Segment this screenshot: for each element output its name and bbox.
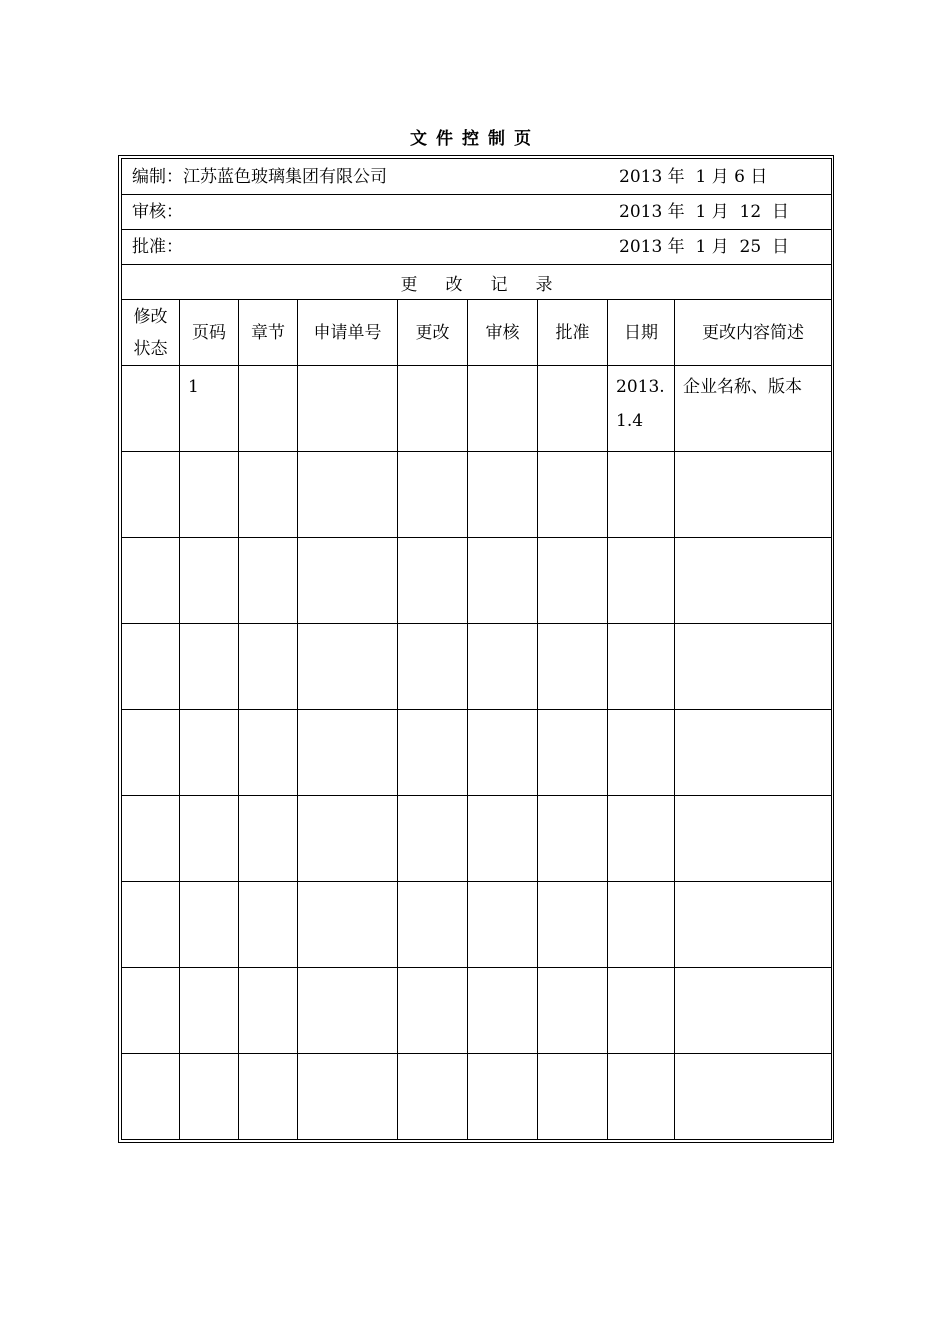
header-description: 更改内容简述 bbox=[675, 300, 832, 366]
reviewed-label: 审核： bbox=[132, 202, 183, 222]
reviewed-date: 2013 年 1 月 12 日 bbox=[619, 202, 789, 222]
cell-change bbox=[398, 366, 468, 452]
compiled-date: 2013 年 1 月 6 日 bbox=[619, 166, 768, 187]
table-row bbox=[122, 796, 832, 882]
table-row bbox=[122, 624, 832, 710]
table-row bbox=[122, 968, 832, 1054]
cell-review bbox=[468, 366, 538, 452]
table-row bbox=[122, 452, 832, 538]
document-control-form bbox=[118, 155, 834, 1143]
compiled-cell bbox=[122, 159, 832, 195]
cell-page: 1 bbox=[180, 366, 239, 452]
approved-row bbox=[122, 230, 832, 265]
reviewed-row bbox=[122, 195, 832, 230]
page-title: 文件控制页 bbox=[410, 129, 540, 149]
cell-status bbox=[122, 366, 180, 452]
cell-request-no bbox=[298, 366, 398, 452]
table-row bbox=[122, 710, 832, 796]
header-status: 修改状态 bbox=[122, 300, 180, 366]
section-title: 更改记录 bbox=[122, 265, 832, 300]
cell-description: 企业名称、版本 bbox=[675, 366, 832, 452]
header-chapter: 章节 bbox=[239, 300, 298, 366]
cell-date: 2013.1.4 bbox=[608, 366, 675, 452]
reviewed-cell bbox=[122, 195, 832, 230]
header-page: 页码 bbox=[180, 300, 239, 366]
approved-date: 2013 年 1 月 25 日 bbox=[619, 237, 789, 257]
table-row bbox=[122, 882, 832, 968]
cell-approve bbox=[538, 366, 608, 452]
approved-cell bbox=[122, 230, 832, 265]
compiled-label: 编制：江苏蓝色玻璃集团有限公司 bbox=[132, 166, 387, 187]
section-title-row bbox=[122, 265, 832, 300]
compiled-row bbox=[122, 159, 832, 195]
header-review: 审核 bbox=[468, 300, 538, 366]
header-approve: 批准 bbox=[538, 300, 608, 366]
header-row bbox=[122, 300, 832, 366]
table-row bbox=[122, 366, 832, 452]
cell-chapter bbox=[239, 366, 298, 452]
header-request-no: 申请单号 bbox=[298, 300, 398, 366]
header-date: 日期 bbox=[608, 300, 675, 366]
control-table bbox=[121, 158, 832, 1140]
table-row bbox=[122, 538, 832, 624]
approved-label: 批准： bbox=[132, 237, 183, 257]
table-row bbox=[122, 1054, 832, 1140]
header-change: 更改 bbox=[398, 300, 468, 366]
